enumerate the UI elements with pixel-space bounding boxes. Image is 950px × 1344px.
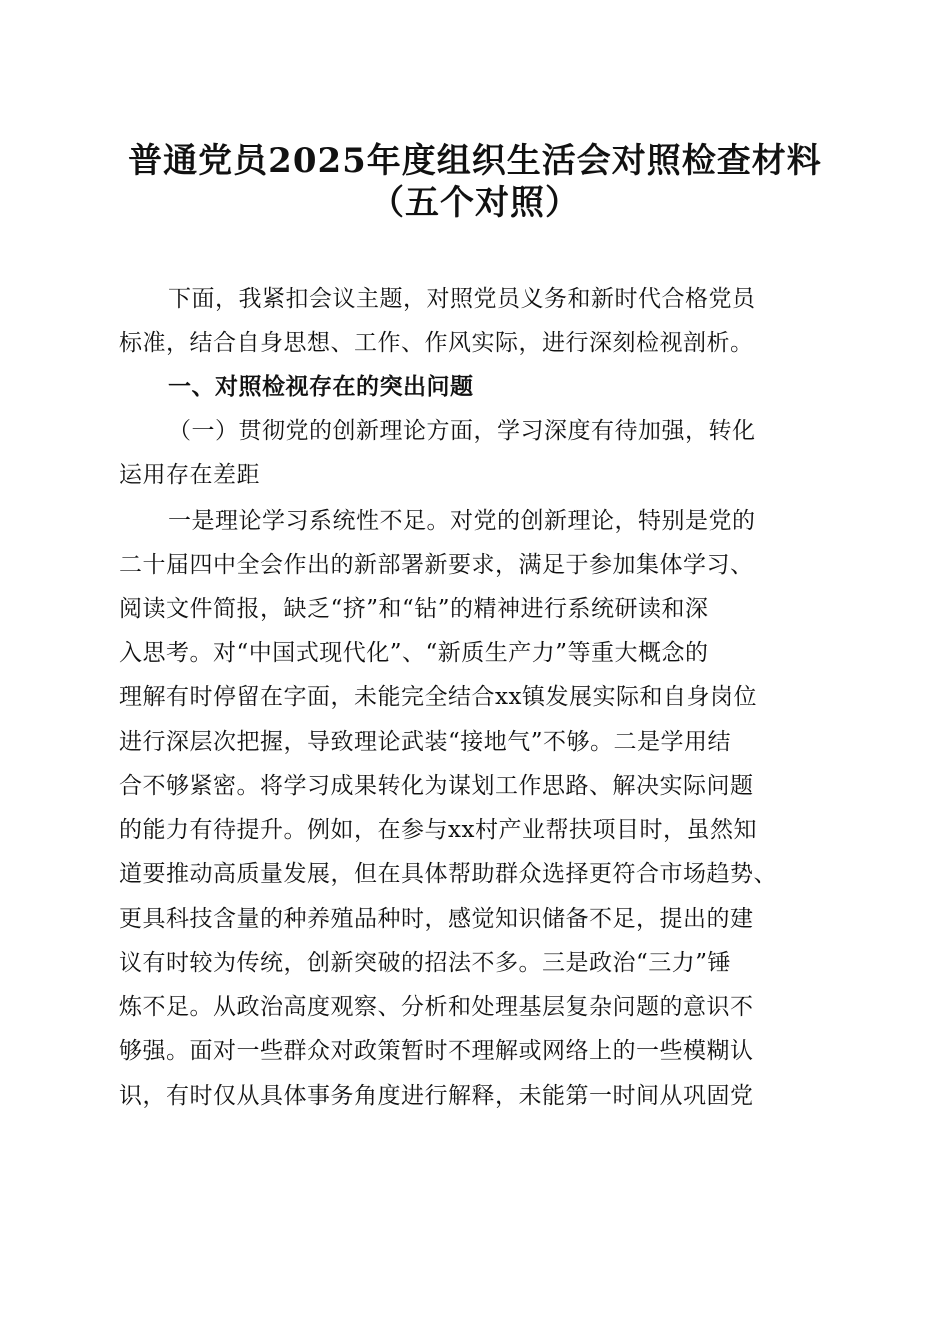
paragraph-line: 更具科技含量的种养殖品种时，感觉知识储备不足，提出的建 [119,906,754,932]
paragraph-line: 炼不足。从政治高度观察、分析和处理基层复杂问题的意识不 [119,994,754,1020]
paragraph-line: 识，有时仅从具体事务角度进行解释，未能第一时间从巩固党 [119,1083,754,1109]
paragraph-line: 一是理论学习系统性不足。对党的创新理论，特别是党的 [168,508,756,534]
paragraph-line: 道要推动高质量发展，但在具体帮助群众选择更符合市场趋势、 [119,861,777,887]
paragraph-line: 二十届四中全会作出的新部署新要求，满足于参加集体学习、 [119,552,754,578]
document-title: 普通党员2025年度组织生活会对照检查材料 [128,141,822,181]
document-subtitle: （五个对照） [370,183,580,223]
paragraph-line: 阅读文件简报，缺乏“挤”和“钻”的精神进行系统研读和深 [119,596,709,622]
paragraph-line: 标准，结合自身思想、工作、作风实际，进行深刻检视剖析。 [119,330,754,356]
subsection-heading: 运用存在差距 [119,462,260,488]
subsection-heading: （一）贯彻党的创新理论方面，学习深度有待加强，转化 [168,418,756,444]
paragraph-line: 够强。面对一些群众对政策暂时不理解或网络上的一些模糊认 [119,1038,754,1064]
paragraph-line: 入思考。对“中国式现代化”、“新质生产力”等重大概念的 [119,640,709,666]
paragraph-line: 的能力有待提升。例如，在参与xx村产业帮扶项目时，虽然知 [119,817,757,843]
paragraph-line: 下面，我紧扣会议主题，对照党员义务和新时代合格党员 [168,286,756,312]
paragraph-line: 议有时较为传统，创新突破的招法不多。三是政治“三力”锤 [119,950,732,976]
paragraph-line: 理解有时停留在字面，未能完全结合xx镇发展实际和自身岗位 [119,684,757,710]
section-heading: 一、对照检视存在的突出问题 [168,374,474,400]
paragraph-line: 进行深层次把握，导致理论武装“接地气”不够。二是学用结 [119,729,732,755]
paragraph-line: 合不够紧密。将学习成果转化为谋划工作思路、解决实际问题 [119,773,754,799]
